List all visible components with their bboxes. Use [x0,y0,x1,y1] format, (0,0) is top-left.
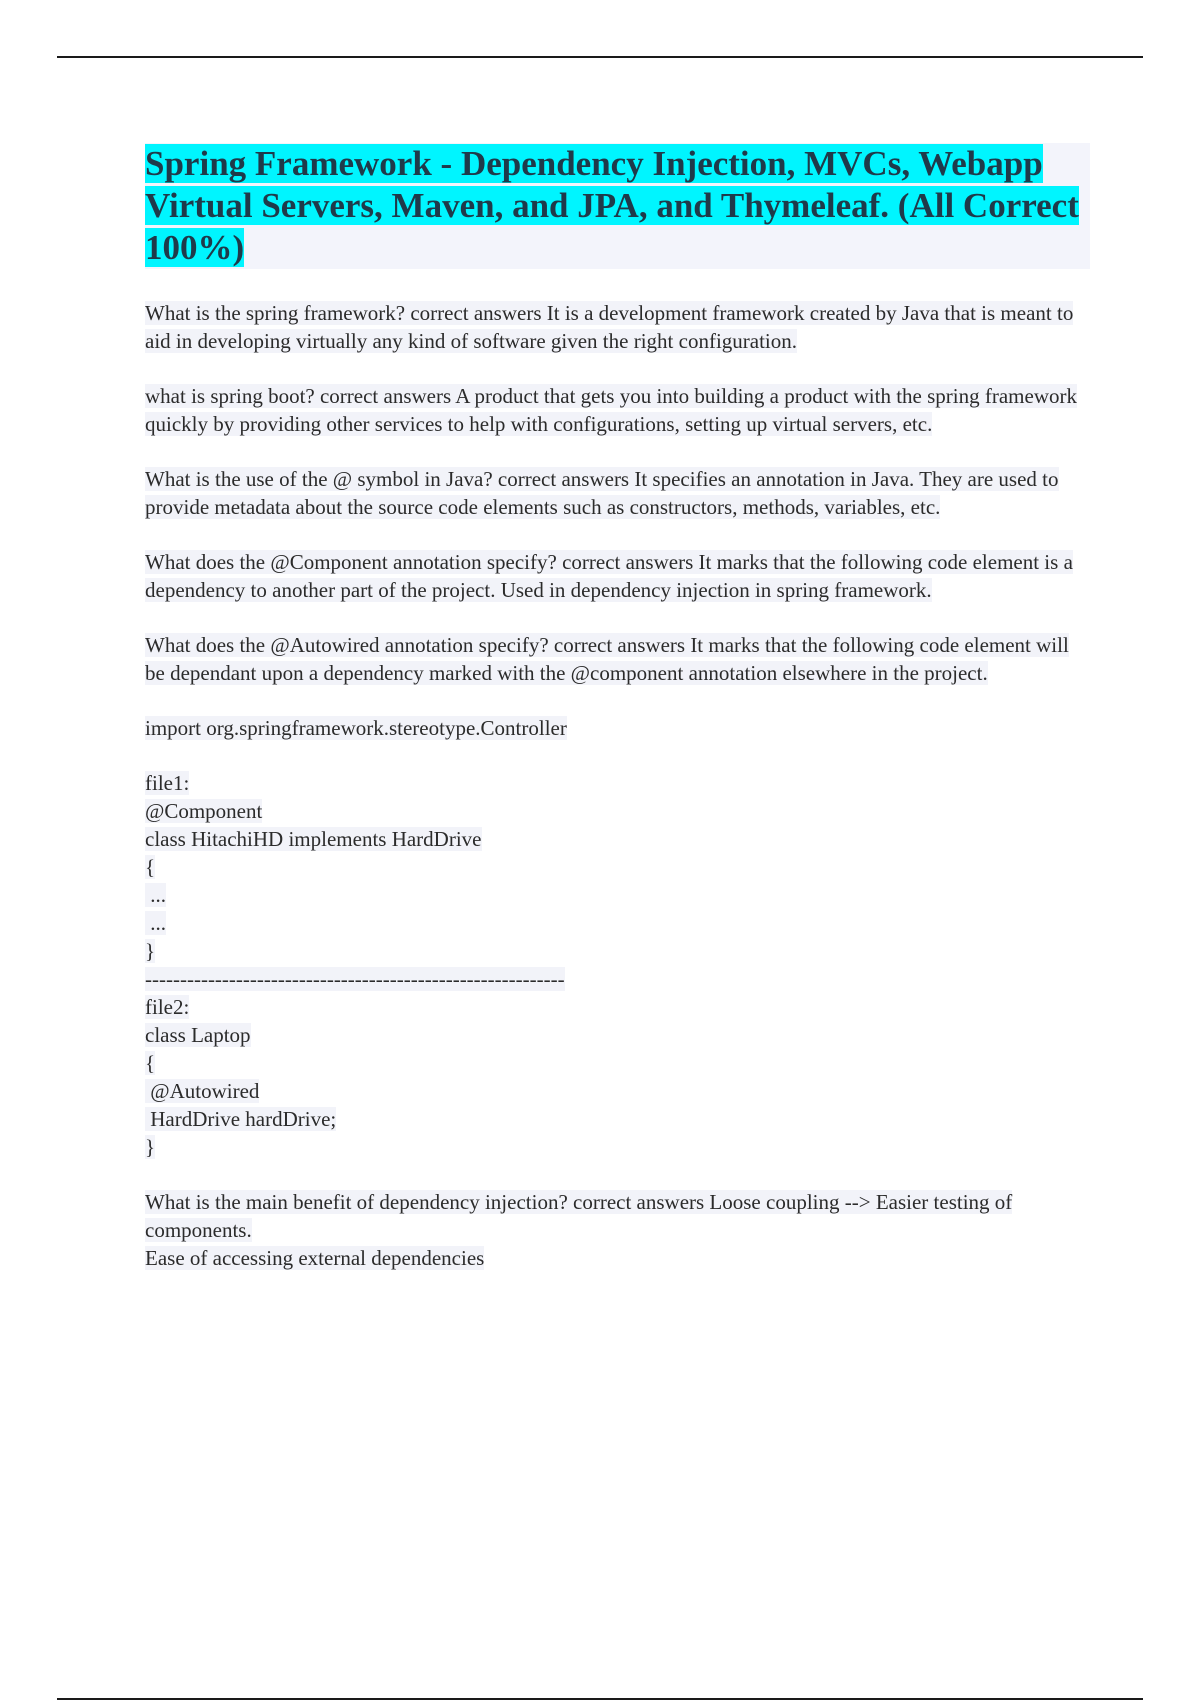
code-line: ... [145,883,166,907]
code-line: file1: [145,771,190,795]
code-line: file2: [145,995,190,1019]
code-line: ... [145,911,166,935]
qa-paragraph: What is the main benefit of dependency injection? correct answers Loose coupling --> Easier testing of components. [145,1190,1013,1242]
title-block [145,143,1090,269]
qa-paragraph: What is the spring framework? correct answers It is a development framework created by Java that is meant to aid in developing virtually any kind of software given the right configuration. [145,301,1074,353]
qa-paragraph: What is the use of the @ symbol in Java? correct answers It specifies an annotation in Java. They are used to provide metadata about the source code elements such as constructors, methods, variables, etc. [145,467,1059,519]
code-line: } [145,1135,156,1159]
code-separator: ------------------------------------------------------------ [145,967,565,991]
code-line: HardDrive hardDrive; [145,1107,337,1131]
code-line: { [145,1051,156,1075]
code-line: class HitachiHD implements HardDrive [145,827,482,851]
import-statement: import org.springframework.stereotype.Controller [145,716,567,740]
qa-paragraph: what is spring boot? correct answers A product that gets you into building a product with the spring framework quickly by providing other services to help with configurations, setting up virtual servers, etc. [145,384,1077,436]
code-example [145,769,1090,1161]
code-line: } [145,939,156,963]
code-line: { [145,855,156,879]
code-line: @Component [145,799,263,823]
answer-continuation: Ease of accessing external dependencies [145,1246,485,1270]
code-line: class Laptop [145,1023,251,1047]
document-title [145,143,1090,269]
qa-paragraph: What does the @Component annotation specify? correct answers It marks that the following code element is a dependency to another part of the project. Used in dependency injection in spring framework. [145,550,1073,602]
document-body [145,143,1090,1299]
top-rule [57,56,1143,58]
title-highlight: Spring Framework - Dependency Injection, MVCs, Webapp Virtual Servers, Maven, and JPA, and Thymeleaf. (All Correct 100%) [145,144,1079,267]
qa-paragraph: What does the @Autowired annotation specify? correct answers It marks that the following code element will be dependant upon a dependency marked with the @component annotation elsewhere in the project. [145,633,1069,685]
code-line: @Autowired [145,1079,260,1103]
